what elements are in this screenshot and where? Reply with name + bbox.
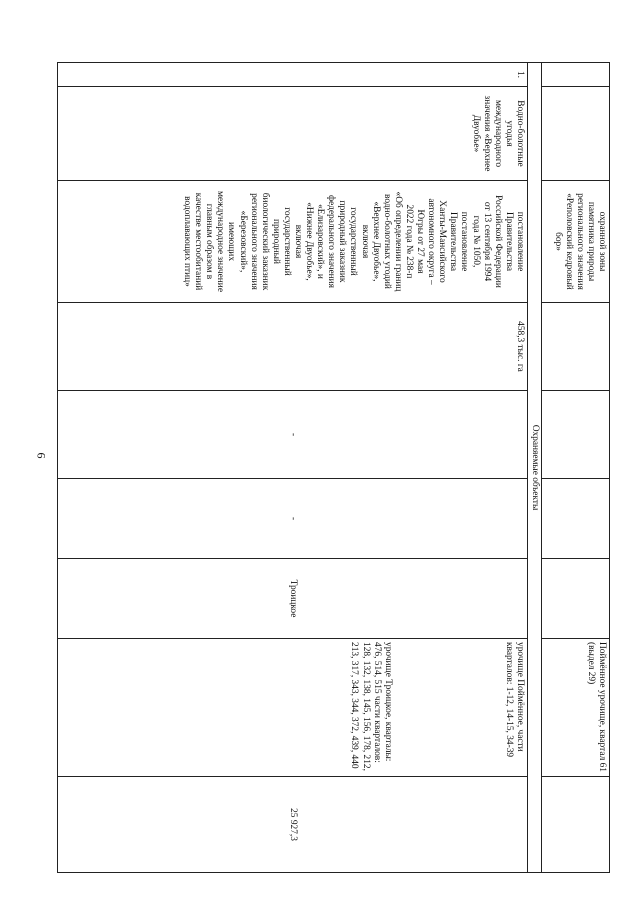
total-area: 25 927,3 [57,777,527,873]
basis-line: «Нижнее Двуобье», [304,202,315,281]
cell-col5 [542,391,610,479]
basis-line: Правительства [448,212,459,271]
basis-line: биологический заказник [259,192,270,291]
cell-forestry [542,559,610,639]
page-number: 6 [34,452,49,459]
legal-basis [57,181,527,303]
basis-line: «Об определении границ [392,191,403,292]
cell-basis [542,181,610,303]
basis-line: главным образом в [204,203,215,280]
row-number: 1. [57,63,527,87]
basis-line: регионального значения [574,193,585,290]
area-value: 458,3 тыс. га [57,303,527,391]
basis-line: бор» [552,232,563,251]
basis-line: природный заказник [337,200,348,283]
section-header-row [527,63,541,873]
basis-line: от 13 сентября 1994 [481,201,492,282]
basis-line: охранной зоны [597,211,607,272]
dash-value: - [57,391,527,479]
protected-areas-table [57,62,610,873]
basis-line: постановление [459,211,470,272]
wetland-name: Водно-болотные угодья международного значения «Верхнее Двуобье» [57,87,527,181]
basis-line: международное значение [215,191,226,292]
cell-num [542,63,610,87]
basis-line: водоплавающих птиц» [182,196,193,287]
rotated-table-wrapper [30,62,610,872]
basis-line: памятника природы [585,201,596,282]
basis-line: Ханты-Мансийского [437,200,448,283]
table-row [57,63,527,873]
basis-line: природный [270,219,281,264]
basis-line: включая [293,224,304,259]
forestry-name: Троицкое [57,559,527,639]
basis-line: года № 1050, [470,215,481,268]
table-row [542,63,610,873]
cell-name [542,87,610,181]
cell-total [542,777,610,873]
basis-line: государственный [281,207,292,276]
basis-line: постановление [514,211,525,272]
location-list [57,639,527,777]
basis-line: государственный [348,207,359,276]
cell-area [542,303,610,391]
location-item: урочище Поймённое, части кварталов: 1-12, 14-15, 34-39 [503,642,525,758]
basis-line: Российской Федерации [492,195,503,288]
basis-line: водно-болотных угодий [381,194,392,289]
basis-line: «Реполовский кедровый [563,193,574,290]
basis-line: включая [359,224,370,259]
basis-line: Югры от 27 мая [415,209,426,274]
section-header: Охраняемые объекты [527,63,541,873]
basis-line: 2022 года № 238-п [403,204,414,279]
basis-line: имеющих [226,221,237,262]
basis-line: «Березовский», [237,210,248,273]
basis-line: автономного округа – [426,198,437,285]
basis-line: качестве местообитаний [193,192,204,291]
basis-line: «Елизаровский», и [315,204,326,279]
cell-col6 [542,479,610,559]
basis-line: «Верхнее Двуобье», [370,201,381,282]
basis-line: регионального значения [248,193,259,290]
dash-value: - [57,479,527,559]
cell-location: Поймённое урочище, квартал 61 (выдел 29) [542,639,610,777]
basis-line: Правительства [503,212,514,271]
basis-line: федерального значения [326,194,337,288]
location-item: урочище Троицкое, кварталы: 476, 514, 515 части кварталов: 128, 132, 138, 145, 156, 178, 212, 213, 317, 343, 344, 372, 439, 440 [349,642,393,771]
